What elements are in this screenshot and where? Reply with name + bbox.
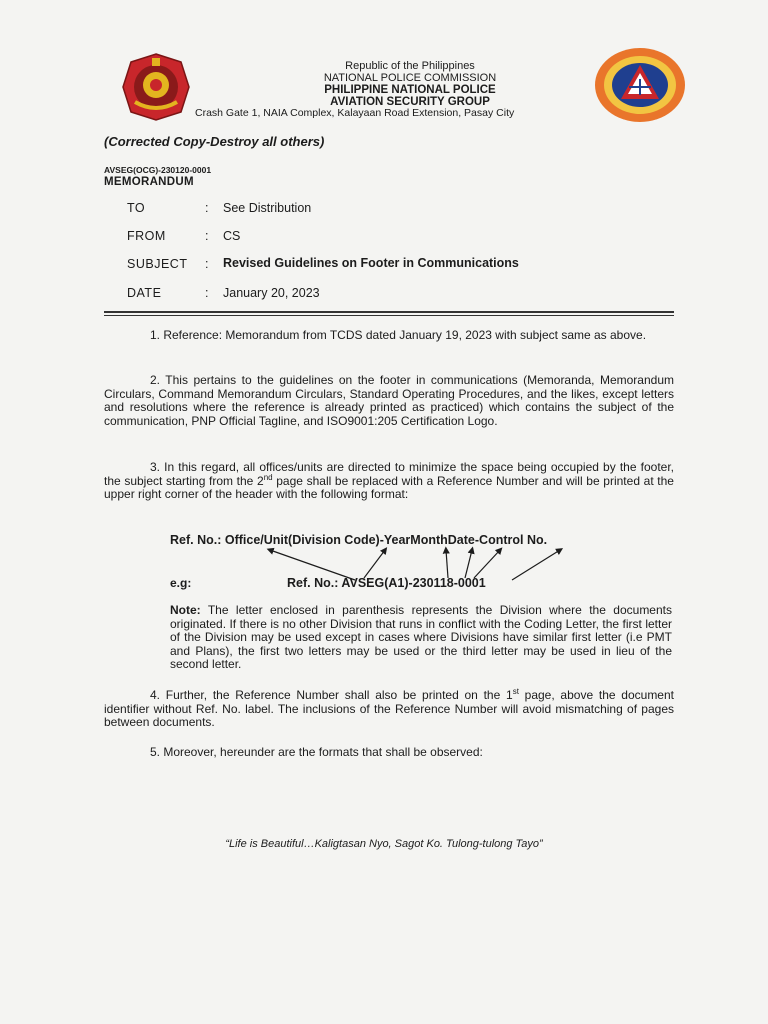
header-address: Crash Gate 1, NAIA Complex, Kalayaan Road Extension, Pasay City <box>195 107 515 119</box>
note-label: Note: <box>170 603 201 617</box>
date-label: DATE <box>127 286 162 300</box>
subject-label: SUBJECT <box>127 257 188 271</box>
paragraph-1-text: 1. Reference: Memorandum from TCDS dated January 19, 2023 with subject same as above. <box>150 328 647 342</box>
paragraph-2-text: 2. This pertains to the guidelines on the footer in communications (Memoranda, Memorandum Circulars, Command Memorandum Circulars, Standard Operating Procedures, and the likes, except letters and resolutions where the reference is already printed as practiced) which contains the subject of the communication, PNP Official Tagline, and ISO9001:205 Certification Logo. <box>104 373 674 428</box>
corrected-copy-note: (Corrected Copy-Destroy all others) <box>104 134 325 149</box>
header-divider-thin <box>104 315 674 316</box>
paragraph-3 <box>104 461 674 502</box>
note-paragraph <box>170 604 672 672</box>
from-value: CS <box>223 229 241 243</box>
paragraph-3-text-a: 3. In this regard, all offices/units are directed to minimize the space being occupied by the footer, the subject starting from the 2 <box>104 460 674 488</box>
header-republic: Republic of the Philippines <box>345 60 475 72</box>
paragraph-4-text-b: page, above the document identifier without Ref. No. label. The inclusions of the Reference Number will avoid mismatching of pages between documents. <box>104 688 674 729</box>
subject-colon: : <box>205 257 209 271</box>
header-divider-thick <box>104 311 674 313</box>
date-value: January 20, 2023 <box>223 286 320 300</box>
paragraph-5-text: 5. Moreover, hereunder are the formats that shall be observed: <box>150 745 483 759</box>
paragraph-1 <box>104 329 674 343</box>
from-colon: : <box>205 229 209 243</box>
paragraph-4 <box>104 689 674 730</box>
subject-value: Revised Guidelines on Footer in Communications <box>223 256 519 270</box>
to-value: See Distribution <box>223 201 312 215</box>
paragraph-3-text-b: page shall be replaced with a Reference Number and will be printed at the upper right corner of the header with the following format: <box>104 473 674 501</box>
paragraph-3-sup: nd <box>263 472 273 482</box>
reference-format: Ref. No.: Office/Unit(Division Code)-YearMonthDate-Control No. <box>170 533 548 547</box>
to-colon: : <box>205 201 209 215</box>
paragraph-5 <box>104 746 674 760</box>
paragraph-4-sup: st <box>512 687 519 696</box>
paragraph-2 <box>104 374 674 428</box>
to-label: TO <box>127 201 146 215</box>
example-label: e.g: <box>170 576 192 590</box>
header-napolcom: NATIONAL POLICE COMMISSION <box>323 72 497 84</box>
from-label: FROM <box>127 229 166 243</box>
header-avseg: AVIATION SECURITY GROUP <box>330 96 490 108</box>
memo-title: MEMORANDUM <box>104 176 194 188</box>
paragraph-4-text-a: 4. Further, the Reference Number shall also be printed on the 1 <box>150 688 513 702</box>
date-colon: : <box>205 286 209 300</box>
note-text: The letter enclosed in parenthesis represents the Division where the documents originated. If there is no other Division that runs in conflict with the Coding Letter, the first letter of the Division may be used except in cases where Divisions have similar first letter (i.e PMT and Plans), the first two letters may be used or the third letter may be used in lieu of the second letter. <box>170 603 672 671</box>
official-tagline: “Life is Beautiful…Kaligtasan Nyo, Sagot Ko. Tulong-tulong Tayo” <box>225 838 543 850</box>
pnp-seal-icon <box>121 52 191 122</box>
header-pnp: PHILIPPINE NATIONAL POLICE <box>324 84 496 96</box>
document-identifier: AVSEG(OCG)-230120-0001 <box>104 165 212 175</box>
example-reference: Ref. No.: AVSEG(A1)-230118-0001 <box>287 576 486 590</box>
